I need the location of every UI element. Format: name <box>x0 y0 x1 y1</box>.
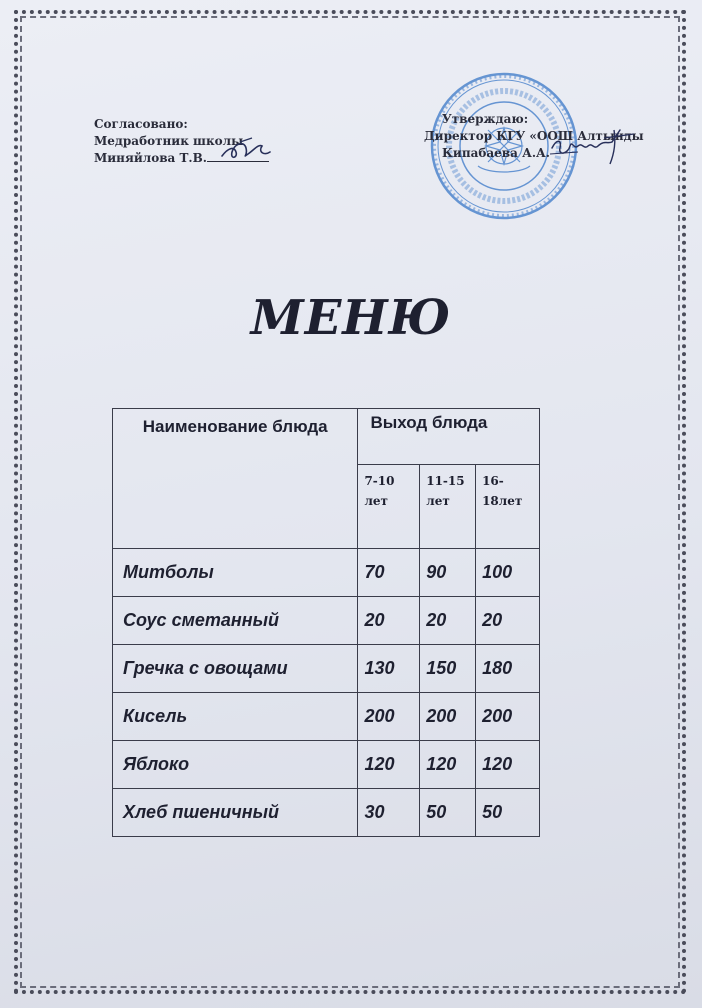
age-group-16-18: 16-18лет <box>476 465 540 549</box>
portion-value: 100 <box>476 549 540 597</box>
portion-value: 180 <box>476 645 540 693</box>
portion-value: 50 <box>476 789 540 837</box>
portion-value: 120 <box>358 741 420 789</box>
table-row <box>113 741 540 789</box>
portion-value: 200 <box>476 693 540 741</box>
dish-name: Хлеб пшеничный <box>113 789 358 837</box>
menu-table <box>112 408 540 837</box>
approval-right-name: Кипабаева А.А. <box>442 146 550 160</box>
table-row <box>113 789 540 837</box>
portion-value: 200 <box>358 693 420 741</box>
approval-right-label: Утверждаю: <box>442 112 529 126</box>
signature-right-icon <box>548 126 638 166</box>
header-dish-name: Наименование блюда <box>113 409 358 549</box>
dish-name: Гречка с овощами <box>113 645 358 693</box>
portion-value: 30 <box>358 789 420 837</box>
dish-name: Кисель <box>113 693 358 741</box>
header-output: Выход блюда <box>358 409 540 465</box>
age-group-11-15: 11-15 лет <box>420 465 476 549</box>
approval-left-name: Миняйлова Т.В. <box>94 151 207 165</box>
approval-right-position: Директор КГУ «ООШ Алтынды <box>424 129 644 143</box>
table-row <box>113 693 540 741</box>
age-group-7-10: 7-10 лет <box>358 465 420 549</box>
dish-name: Митболы <box>113 549 358 597</box>
table-header-row <box>113 409 540 465</box>
portion-value: 50 <box>420 789 476 837</box>
dish-name: Яблоко <box>113 741 358 789</box>
portion-value: 120 <box>476 741 540 789</box>
portion-value: 150 <box>420 645 476 693</box>
portion-value: 90 <box>420 549 476 597</box>
portion-value: 130 <box>358 645 420 693</box>
table-row <box>113 645 540 693</box>
approval-left-label: Согласовано: <box>94 117 188 131</box>
portion-value: 200 <box>420 693 476 741</box>
dish-name: Соус сметанный <box>113 597 358 645</box>
portion-value: 20 <box>476 597 540 645</box>
portion-value: 20 <box>358 597 420 645</box>
signature-left-icon <box>218 134 274 164</box>
table-row <box>113 597 540 645</box>
portion-value: 70 <box>358 549 420 597</box>
table-row <box>113 549 540 597</box>
portion-value: 120 <box>420 741 476 789</box>
page-title: МЕНЮ <box>250 290 452 346</box>
approval-left-position: Медработник школы <box>94 134 244 148</box>
portion-value: 20 <box>420 597 476 645</box>
